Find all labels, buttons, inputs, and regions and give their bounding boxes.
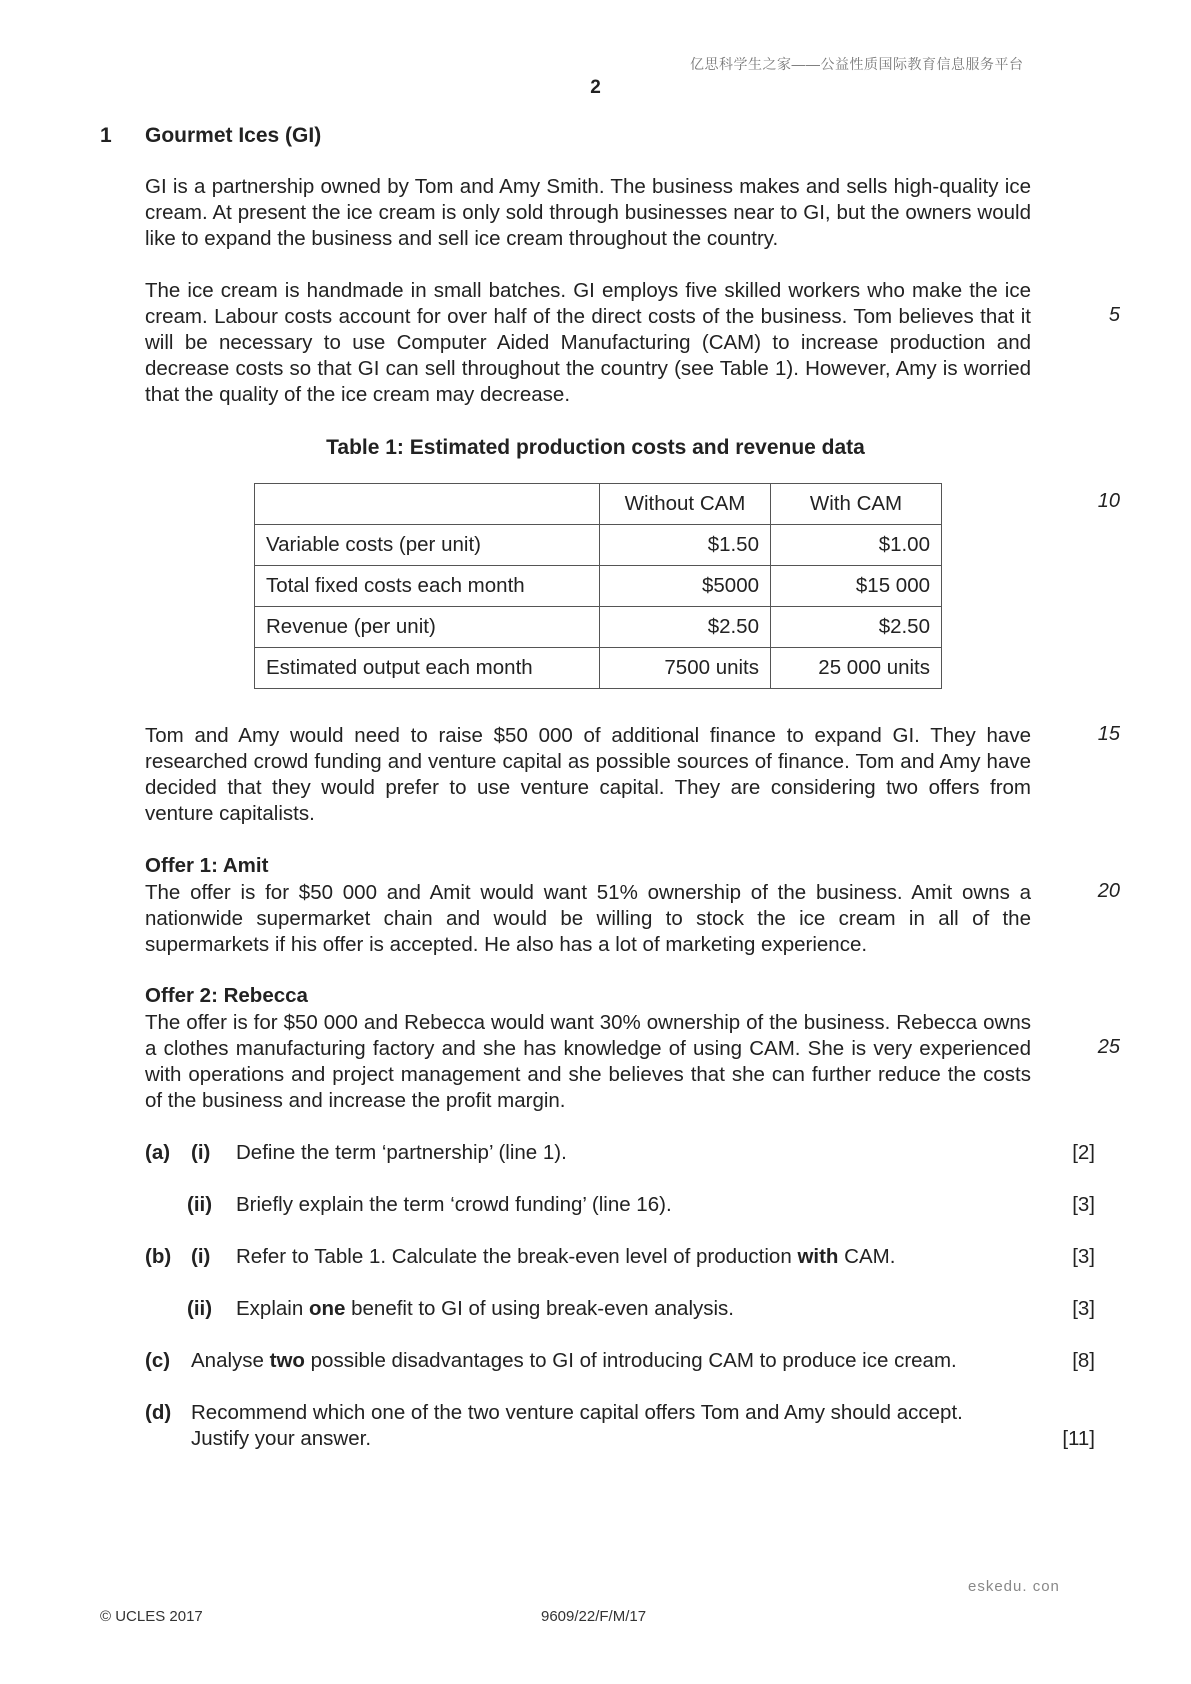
part-b-ii-text-bold: one: [308, 1297, 346, 1320]
part-c-mark: [8]: [1072, 1349, 1095, 1372]
part-d-label: (d): [145, 1401, 172, 1424]
part-a-label: (a): [145, 1141, 171, 1164]
table-row: [255, 525, 942, 566]
case-paragraph-3: Tom and Amy would need to raise $50 000 of additional finance to expand GI. They have researched crowd funding and venture capital as possible sources of finance. Tom and Amy have decided that they would prefer to use venture capital. They are considering two offers from venture capitalists.: [145, 724, 1031, 825]
table-row: [255, 566, 942, 607]
question-number: 1: [100, 124, 112, 147]
line-number-10: 10: [1097, 490, 1120, 512]
watermark: 亿思科学生之家——公益性质国际教育信息服务平台: [690, 56, 1024, 72]
case-paragraph-1: GI is a partnership owned by Tom and Amy Smith. The business makes and sells high-quality ice cream. At present the ice cream is only sold through businesses near to GI, but the owners would like to expand the business and sell ice cream throughout the country.: [145, 175, 1031, 250]
part-c-text: [191, 1349, 957, 1373]
part-b-i-text: [236, 1245, 895, 1269]
table-caption: Table 1: Estimated production costs and revenue data: [326, 436, 865, 459]
table-cell: Estimated output each month: [255, 648, 600, 689]
table-cell: Total fixed costs each month: [255, 566, 600, 607]
part-b-ii-text-post: benefit to GI of using break-even analysis.: [351, 1297, 734, 1320]
question-title: Gourmet Ices (GI): [145, 124, 322, 147]
offer-1-heading: Offer 1: Amit: [145, 854, 269, 877]
table-cell: $5000: [600, 566, 771, 607]
table-row: [255, 648, 942, 689]
page-number: 2: [590, 77, 601, 98]
table-header-cell: With CAM: [771, 484, 942, 525]
table-cell: $1.50: [600, 525, 771, 566]
table-cell: Revenue (per unit): [255, 607, 600, 648]
part-d-text-line2: Justify your answer.: [191, 1427, 372, 1450]
case-paragraph-2: The ice cream is handmade in small batches. GI employs five skilled workers who make the ice cream. Labour costs account for over half of the direct costs of the business. Tom believes that it will be necessary to use Computer Aided Manufacturing (CAM) to increase production and decrease costs so that GI can sell throughout the country (see Table 1). However, Amy is worried that the quality of the ice cream may decrease.: [145, 279, 1031, 406]
line-number-25: 25: [1097, 1036, 1120, 1058]
footer-copyright: © UCLES 2017: [100, 1608, 203, 1625]
table-cell: Variable costs (per unit): [255, 525, 600, 566]
table-cell: $15 000: [771, 566, 942, 607]
table-cell: $2.50: [600, 607, 771, 648]
part-b-ii-mark: [3]: [1072, 1297, 1095, 1320]
line-number-5: 5: [1108, 304, 1120, 326]
part-b-ii-label: (ii): [187, 1297, 213, 1320]
offer-1-text: The offer is for $50 000 and Amit would want 51% ownership of the business. Amit owns a nationwide supermarket chain and would be willing to stock the ice cream in all of the supermarkets if his offer is accepted. He also has a lot of marketing experience.: [145, 881, 1031, 956]
table-cell: 25 000 units: [771, 648, 942, 689]
part-b-i-mark: [3]: [1072, 1245, 1095, 1268]
part-b-label: (b): [145, 1245, 172, 1268]
part-a-i-mark: [2]: [1072, 1141, 1095, 1164]
site-watermark: eskedu. con: [968, 1578, 1060, 1595]
offer-2-heading: Offer 2: Rebecca: [145, 984, 308, 1007]
table-cell: 7500 units: [600, 648, 771, 689]
table-header-cell: [255, 484, 600, 525]
part-b-i-text-pre: Refer to Table 1. Calculate the break-even level of production: [236, 1245, 792, 1268]
part-c-text-bold: two: [269, 1349, 305, 1372]
part-c-label: (c): [145, 1349, 171, 1372]
part-d-mark: [11]: [1062, 1427, 1095, 1450]
part-d-text-line1: Recommend which one of the two venture capital offers Tom and Amy should accept.: [191, 1401, 963, 1424]
table-header-row: [255, 484, 942, 525]
part-b-i-label: (i): [191, 1245, 211, 1268]
part-b-i-text-post: CAM.: [844, 1245, 896, 1268]
table-row: [255, 607, 942, 648]
offer-2-text: The offer is for $50 000 and Rebecca would want 30% ownership of the business. Rebecca owns a clothes manufacturing factory and she has knowledge of using CAM. She is very experienced with operations and project management and she believes that she can further reduce the costs of the business and increase the profit margin.: [145, 1011, 1031, 1112]
part-a-ii-mark: [3]: [1072, 1193, 1095, 1216]
part-b-i-text-bold: with: [797, 1245, 839, 1268]
table-cell: $2.50: [771, 607, 942, 648]
line-number-15: 15: [1097, 723, 1120, 745]
part-a-i-text: Define the term ‘partnership’ (line 1).: [236, 1141, 567, 1164]
part-c-text-post: possible disadvantages to GI of introducing CAM to produce ice cream.: [310, 1349, 957, 1372]
table-cell: $1.00: [771, 525, 942, 566]
table-header-cell: Without CAM: [600, 484, 771, 525]
part-b-ii-text-pre: Explain: [236, 1297, 304, 1320]
part-c-text-pre: Analyse: [191, 1349, 264, 1372]
part-a-i-label: (i): [191, 1141, 211, 1164]
footer-paper-code: 9609/22/F/M/17: [541, 1608, 647, 1625]
cost-revenue-table: [254, 483, 942, 689]
part-a-ii-label: (ii): [187, 1193, 213, 1216]
part-a-ii-text: Briefly explain the term ‘crowd funding’ (line 16).: [236, 1193, 672, 1216]
line-number-20: 20: [1097, 880, 1120, 902]
part-b-ii-text: [236, 1297, 734, 1321]
